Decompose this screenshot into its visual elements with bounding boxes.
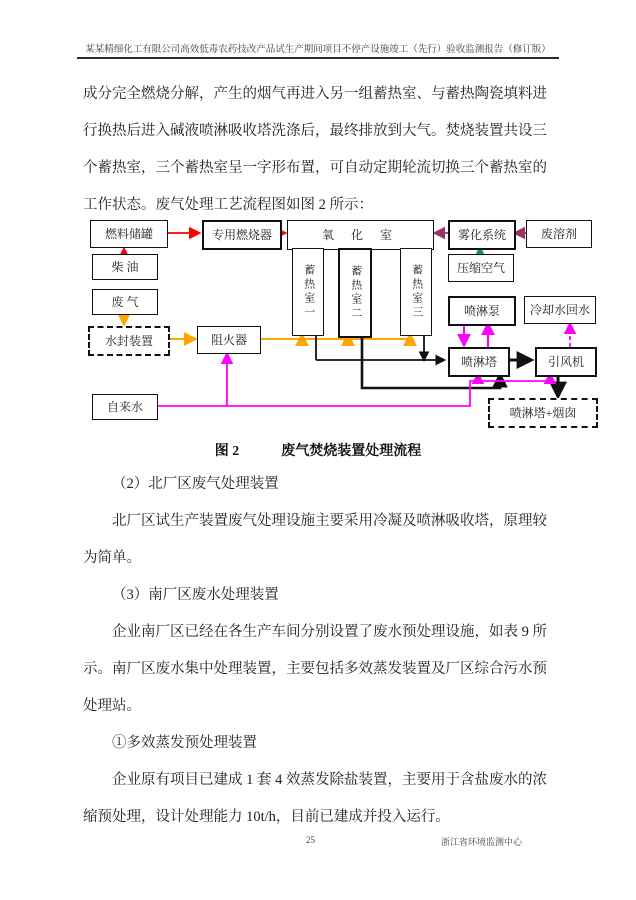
figure-caption-label: 图 2 [214, 444, 240, 459]
node-cooling-water-return: 冷却水回水 [524, 296, 596, 324]
figure-caption-title: 废气焚烧装置处理流程 [281, 444, 422, 459]
body-line: 企业原有项目已建成 1 套 4 效蒸发除盐装置，主要用于含盐废水的浓 [112, 772, 547, 788]
footer-organization: 浙江省环境监测中心 [441, 837, 523, 847]
node-flame-arrester: 阻火器 [197, 326, 261, 354]
body-line: 为简单。 [83, 550, 141, 566]
body-line: 示。南厂区废水集中处理装置，主要包括多效蒸发装置及厂区综合污水预 [83, 661, 547, 677]
node-spray-pump: 喷淋泵 [448, 296, 516, 326]
figure-caption [0, 440, 636, 460]
paragraph-block-1 [83, 76, 568, 224]
node-waste-gas: 废 气 [92, 289, 158, 315]
node-atomization-system: 雾化系统 [448, 220, 516, 250]
node-spray-tower: 喷淋塔 [448, 347, 510, 377]
node-regenerator-1: 蓄热室一 [292, 248, 324, 336]
node-fuel-tank: 燃料储罐 [90, 220, 168, 248]
body-line: ①多效蒸发预处理装置 [112, 735, 257, 751]
header-rule [77, 57, 559, 59]
body-line: （3）南厂区废水处理装置 [112, 587, 279, 603]
node-stack-outlet: 喷淋塔+烟囱 [488, 398, 598, 428]
body-line: 处理站。 [83, 698, 141, 714]
node-induced-draft-fan: 引风机 [535, 347, 597, 377]
node-waste-solvent: 废溶剂 [526, 220, 592, 248]
node-oxidation-chamber: 氧 化 室 [287, 220, 434, 250]
node-regenerator-2: 蓄热室二 [338, 248, 372, 338]
body-line: 北厂区试生产装置废气处理设施主要采用冷凝及喷淋吸收塔，原理较 [112, 513, 547, 529]
body-line: 工作状态。废气处理工艺流程图如图 2 所示： [83, 197, 373, 213]
node-burner: 专用燃烧器 [202, 220, 282, 250]
node-tap-water: 自来水 [92, 394, 158, 420]
footer-page-number: 25 [306, 835, 315, 845]
body-line: 企业南厂区已经在各生产车间分别设置了废水预处理设施，如表 9 所 [112, 624, 547, 640]
node-regenerator-3: 蓄热室三 [400, 248, 432, 336]
page-header-title: 某某精细化工有限公司高效低毒农药技改产品试生产期间项目不停产设施竣工（先行）验收监测报告（修订版） [85, 45, 551, 55]
node-water-seal: 水封装置 [88, 326, 170, 356]
body-line: 个蓄热室，三个蓄热室呈一字形布置，可自动定期轮流切换三个蓄热室的 [83, 160, 547, 176]
node-diesel: 柴 油 [92, 254, 158, 280]
body-line: 成分完全燃烧分解，产生的烟气再进入另一组蓄热室、与蓄热陶瓷填料进 [83, 86, 547, 102]
body-line: （2）北厂区废气处理装置 [112, 476, 279, 492]
body-line: 缩预处理，设计处理能力 10t/h，目前已建成并投入运行。 [83, 809, 450, 825]
paragraph-block-2 [83, 466, 568, 836]
process-flow-diagram [80, 218, 602, 433]
node-compressed-air: 压缩空气 [448, 254, 514, 282]
body-line: 行换热后进入碱液喷淋吸收塔洗涤后，最终排放到大气。焚烧装置共设三 [83, 123, 547, 139]
